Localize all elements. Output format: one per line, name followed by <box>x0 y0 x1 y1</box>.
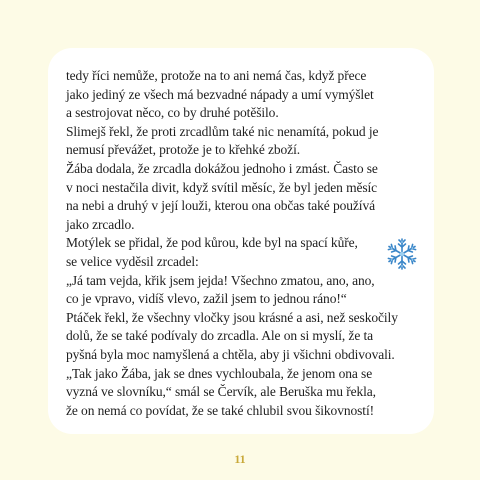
text-line: tedy říci nemůže, protože na to ani nemá čas, když přece <box>66 68 367 83</box>
text-line: dolů, že se také podívaly do zrcadla. Ale on si myslí, že ta <box>66 328 374 344</box>
text-line: jako zrcadlo. <box>66 216 135 232</box>
story-text <box>66 67 418 420</box>
text-line: co je vpravo, vidíš vlevo, zažil jsem to jednou ráno!“ <box>66 291 347 307</box>
page-number: 11 <box>234 452 246 466</box>
text-line: a sestrojovat něco, co by druhé potěšilo. <box>66 105 279 121</box>
text-line: jako jediný ze všech má bezvadné nápady a umí vymýšlet <box>66 86 374 102</box>
text-line: se velice vyděsil zrcadel: <box>66 253 199 269</box>
text-line: Ptáček řekl, že všechny vločky jsou krásné a asi, než seskočily <box>66 309 398 325</box>
text-line: v noci nestačila divit, když svítil měsíc, že byl jeden měsíc <box>66 179 378 195</box>
text-line: vyzná ve slovníku,“ smál se Červík, ale Beruška mu řekla, <box>66 384 376 400</box>
text-line: „Tak jako Žába, jak se dnes vychloubala, že jenom ona se <box>66 365 373 381</box>
text-line: Žába dodala, že zrcadla dokážou jednoho i zmást. Často se <box>66 160 378 176</box>
text-line: pyšná byla moc namyšlená a chtěla, aby ji všichni obdivovali. <box>66 346 395 362</box>
text-line: na nebi a druhý v její louži, kterou ona občas také používá <box>66 198 375 214</box>
text-line: že on nemá co povídat, že se také chlubil svou šikovností! <box>66 402 374 418</box>
text-line: „Já tam vejda, křik jsem jejda! Všechno zmatou, ano, ano, <box>66 272 375 288</box>
text-line: Motýlek se přidal, že pod kůrou, kde byl na spací kůře, <box>66 235 358 251</box>
text-line: nemusí převážet, protože je to křehké zboží. <box>66 142 300 158</box>
text-line: Slimejš řekl, že proti zrcadlům také nic nenamítá, pokud je <box>66 123 379 139</box>
snowflake-icon <box>384 236 420 272</box>
